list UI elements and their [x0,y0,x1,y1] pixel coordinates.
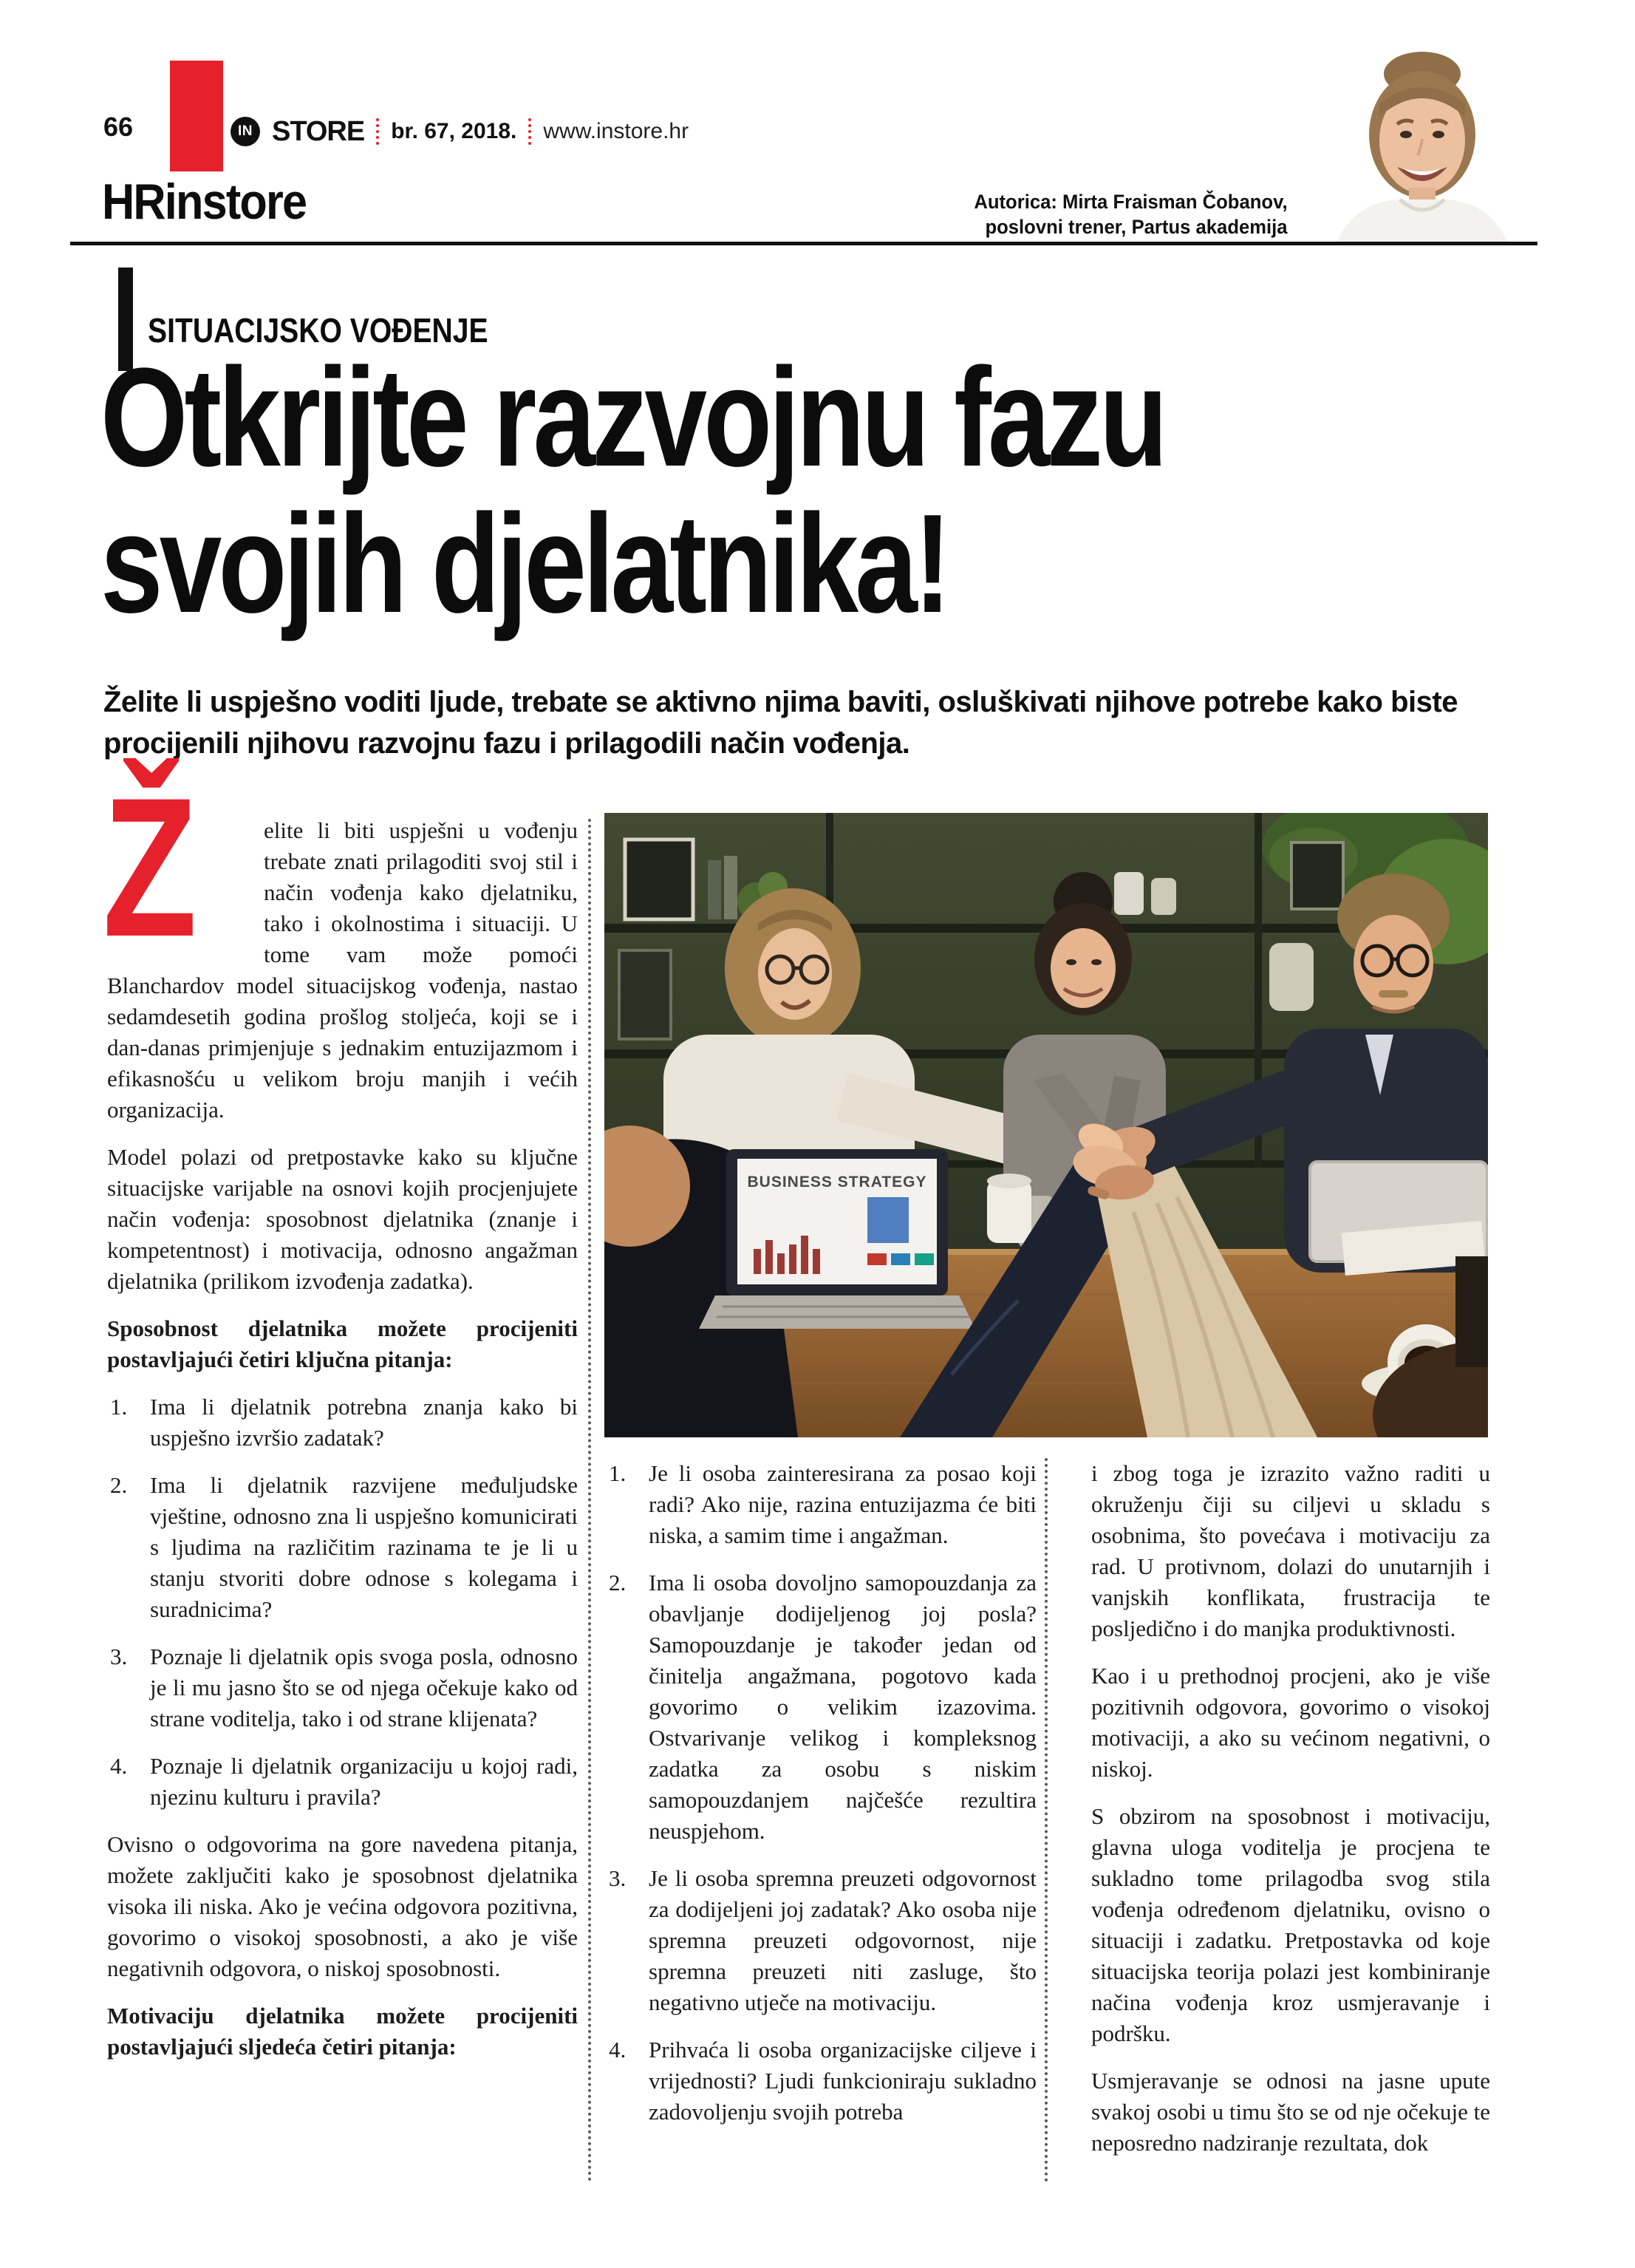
body-column-3 [1091,1458,1490,2175]
list-item [107,1751,578,1813]
article-title-line1: Otkrijte razvojnu fazu [100,339,1165,496]
list-text: Je li osoba spremna preuzeti odgovornost za dodijeljeni joj zadatak? Ako osoba nije spremna preuzeti odgovornost, nije spremna preuzeti niti zasluge, što negativno utječe na motivaciju. [649,1865,1037,2015]
body-column-2 [606,1458,1037,2144]
list-item [107,1392,578,1454]
paragraph: Kao i u prethodnoj procjeni, ako je više pozitivnih odgovora, govorimo o visokoj motivaciji, a ako su većinom negativni, o niskoj. [1091,1663,1490,1782]
paragraph: i zbog toga je izrazito važno raditi u okruženju čiji su ciljevi u skladu s osobnima, što povećava i motivaciju za rad. U protivnom, dolazi do unutarnjih i vanjskih konflikata, frustracija te posljedično i do manjka produktivnosti. [1091,1460,1490,1641]
subhead-bold: Motivaciju djelatnika možete procijeniti postavljajući sljedeća četiri pitanja: [107,2003,578,2060]
team-hands-photo [604,813,1488,1437]
section-brand: HRinstore [102,174,307,230]
list-item [107,1470,578,1625]
list-text: Ima li djelatnik razvijene međuljudske vještine, odnosno zna li uspješno komunicirati s ljudima na različitim razinama te je li u stanju stvoriti dobre odnose s kolegama i suradnicima? [150,1472,578,1622]
column-separator [588,819,591,2182]
list-text: Je li osoba zainteresirana za posao koji radi? Ako nije, razina entuzijazma će biti niska, a samim time i angažman. [649,1460,1037,1548]
author-portrait-image [1310,49,1534,242]
author-name: Autorica: Mirta Fraisman Čobanov, [974,191,1288,213]
list-number: 1. [609,1460,627,1486]
author-title: poslovni trener, Partus akademija [985,216,1288,238]
masthead-divider [528,118,531,145]
subhead-bold: Sposobnost djelatnika možete procijeniti postavljajući četiri ključna pitanja: [107,1315,578,1372]
list-number: 3. [609,1865,627,1891]
laptop-left [699,1149,975,1329]
paper-cup [987,1179,1031,1243]
paragraph-text: elite li biti uspješni u vođenju trebate znati prilagoditi svoj stil i način vođenja kako djelatniku, tako i okolnostima i situaciji. U tome vam može pomoći Blanchardov model situacijskog vođenja, nastao sedamdesetih godina prošlog stoljeća, koji se i dan-danas primjenjuje s jednakim entuzijazmom i efikasnošću u velikom broju manjih i većih organizacija. [107,817,578,1123]
list-number: 3. [110,1644,128,1669]
website-url: www.instore.hr [543,119,689,143]
author-portrait [1310,49,1534,242]
paragraph: Usmjeravanje se odnosi na jasne upute svakoj osobi u timu što se od nje očekuje te neposredno nadziranje rezultata, dok [1091,2068,1490,2156]
article-title-line2: svojih djelatnika! [100,486,948,642]
paragraph [103,756,578,1126]
list-item [107,1641,578,1734]
masthead-divider [376,118,379,145]
list-text: Prihvaća li osoba organizacijske ciljeve i vrijednosti? Ljudi funkcioniraju sukladno zadovoljenju svojih potreba [649,2037,1037,2125]
article-photo [604,813,1488,1437]
list-number: 2. [110,1472,128,1498]
header-rule [70,242,1537,245]
article-title [100,339,1430,642]
list-item [606,1458,1037,1551]
list-item [606,1863,1037,2018]
instore-logo-icon: IN [231,117,260,146]
list-item [606,2034,1037,2128]
list-number: 4. [609,2037,627,2063]
shelf-pot [1114,872,1144,915]
list-text: Poznaje li djelatnik opis svoga posla, odnosno je li mu jasno što se od njega očekuje kako od strane voditelja, tako i od strane klijenata? [150,1644,578,1731]
column-separator [1045,1458,1048,2182]
list-number: 4. [110,1753,128,1779]
list-item [606,1567,1037,1847]
picture-frame [625,840,693,919]
laptop-keyboard [699,1295,975,1329]
list-number: 2. [609,1570,627,1596]
paragraph: S obzirom na sposobnost i motivaciju, glavna uloga voditelja je procjena te sukladno tome prilagodba svog stila vođenja određenom djelatniku, ovisno o situaciji i zadatku. Pretpostavka od koje situacijska teorija polazi jest kombiniranje načina vođenja kroz usmjeravanje i podršku. [1091,1803,1490,2046]
issue-number: br. 67, 2018. [391,119,517,143]
instore-red-block [170,61,223,171]
article-kicker: SITUACIJSKO VOĐENJE [148,311,488,350]
screen-chart-block [867,1197,909,1243]
paragraph: Model polazi od pretpostavke kako su ključne situacijske varijable na osnovi kojih procjenjujete način vođenja: sposobnost djelatnika (znanje i kompetentnost) i motivacija, odnosno angažman djelatnika (prilikom izvođenja zadatka). [107,1144,578,1294]
drop-cap [103,756,264,978]
drop-cap-letter: Ž [103,756,197,978]
masthead [231,115,689,148]
masthead-store: STORE [272,115,365,147]
article-lede: Želite li uspješno voditi ljude, trebate se aktivno njima baviti, osluškivati njihove potrebe kako biste procijenili njihovu razvojnu fazu i prilagodili način vođenja. [103,686,1458,760]
body-column-1 [103,756,578,2079]
page-number: 66 [103,112,134,142]
laptop-screen-title: BUSINESS STRATEGY [747,1174,927,1191]
list-text: Poznaje li djelatnik organizaciju u kojoj radi, njezinu kulturu i pravila? [150,1753,578,1810]
paragraph: Ovisno o odgovorima na gore navedena pitanja, možete zaključiti kako je sposobnost djelatnika visoka ili niska. Ako je većina odgovora pozitivna, govorimo o visokoj sposobnosti, a ako je više negativnih odgovora, o niskoj sposobnosti. [107,1831,578,1981]
list-text: Ima li osoba dovoljno samopouzdanja za obavljanje dodijeljenog joj posla? Samopouzdanje je također jedan od činitelja angažmana, pogotovo kada govorimo o velikim izazovima. Ostvarivanje velikog i kompleksnog zadatka za osobu s niskim samopouzdanjem najčešće rezultira neuspjehom. [649,1570,1037,1844]
author-credit [974,189,1288,239]
list-number: 1. [110,1394,128,1420]
list-text: Ima li djelatnik potrebna znanja kako bi uspješno izvršio zadatak? [150,1394,578,1451]
